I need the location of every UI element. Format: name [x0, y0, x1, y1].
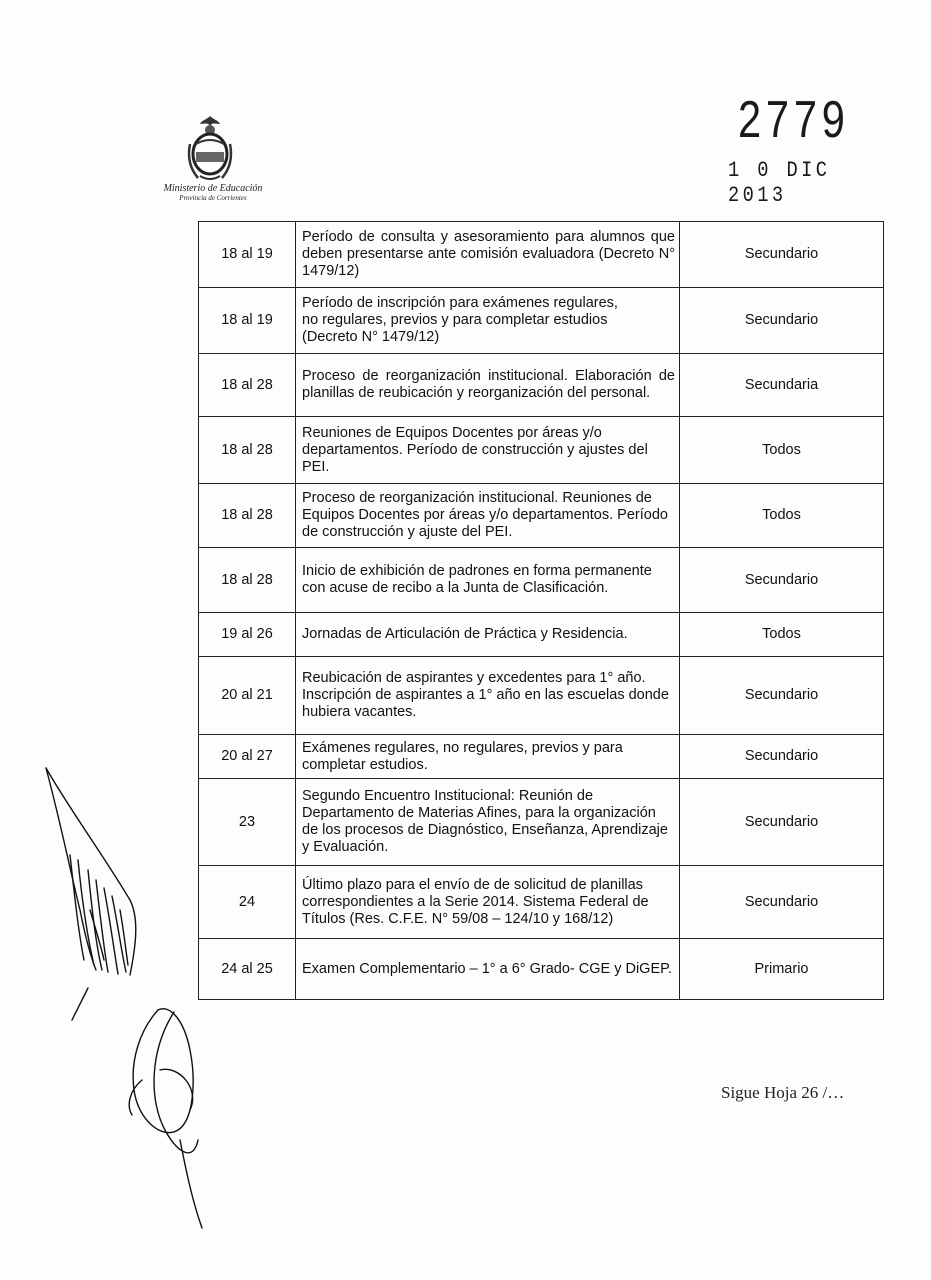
date-cell — [199, 417, 296, 484]
level-cell-text: Secundario — [744, 813, 819, 830]
level-cell — [680, 613, 884, 657]
level-cell-text: Secundario — [744, 748, 819, 764]
activity-cell-text: Reuniones de Equipos Docentes por áreas y/o departamentos. Período de construcción y ajustes del PEI. — [302, 424, 648, 475]
schedule-row — [199, 222, 884, 288]
level-cell-text: Secundario — [744, 246, 819, 262]
stamp-number: 2779 — [738, 91, 850, 149]
ministry-heading — [148, 183, 278, 203]
activity-cell — [296, 939, 680, 1000]
activity-cell-text: Proceso de reorganización institucional. Elaboración de planillas de reubicación y reorganización del personal. — [302, 368, 675, 401]
level-cell — [680, 484, 884, 548]
activity-cell-text: Examen Complementario – 1° a 6° Grado- CGE y DiGEP. — [302, 960, 672, 977]
level-cell — [680, 417, 884, 484]
level-cell-text: Secundario — [744, 571, 819, 588]
stamp-date: 1 0 DIC 2013 — [728, 158, 831, 208]
level-cell — [680, 657, 884, 735]
schedule-row — [199, 939, 884, 1000]
date-cell-text: 19 al 26 — [221, 626, 273, 642]
activity-cell-text: Reubicación de aspirantes y excedentes para 1° año. Inscripción de aspirantes a 1° año en las escuelas donde hubiera vacantes. — [302, 670, 669, 720]
schedule-row — [199, 548, 884, 613]
level-cell-text: Primario — [754, 960, 809, 977]
schedule-row — [199, 613, 884, 657]
date-cell-text: 20 al 21 — [221, 687, 273, 703]
date-cell-text: 24 al 25 — [221, 960, 273, 977]
level-cell-text: Secundario — [744, 687, 819, 703]
level-cell — [680, 288, 884, 354]
schedule-row — [199, 354, 884, 417]
date-cell — [199, 484, 296, 548]
activity-cell — [296, 222, 680, 288]
schedule-row — [199, 288, 884, 354]
level-cell — [680, 779, 884, 866]
province-name: Provincia de Corrientes — [179, 194, 247, 202]
activity-cell-text: Período de inscripción para exámenes regulares, no regulares, previos y para completar estudios (Decreto N° 1479/12) — [302, 295, 618, 345]
schedule-row — [199, 866, 884, 939]
activity-cell-text: Inicio de exhibición de padrones en forma permanente con acuse de recibo a la Junta de Clasificación. — [302, 563, 652, 596]
level-cell-text: Todos — [762, 507, 801, 523]
date-cell — [199, 548, 296, 613]
level-cell-text: Secundario — [744, 893, 819, 910]
coat-of-arms-icon — [184, 114, 236, 184]
continuation-note: Sigue Hoja 26 /… — [721, 1083, 845, 1102]
date-cell-text: 24 — [238, 893, 256, 910]
date-cell-text: 18 al 28 — [221, 441, 273, 458]
activity-cell — [296, 735, 680, 779]
schedule-row — [199, 657, 884, 735]
date-cell-text: 18 al 28 — [221, 376, 273, 393]
date-cell — [199, 288, 296, 354]
schedule-row — [199, 779, 884, 866]
date-cell-text: 20 al 27 — [221, 748, 273, 764]
level-cell — [680, 735, 884, 779]
schedule-row — [199, 417, 884, 484]
schedule-body — [199, 222, 884, 1000]
activity-cell-text: Proceso de reorganización institucional. Reuniones de Equipos Docentes por áreas y/o departamentos. Período de construcción y ajuste del PEI. — [302, 490, 668, 540]
date-cell-text: 18 al 28 — [221, 507, 273, 523]
date-cell-text: 18 al 28 — [221, 571, 273, 588]
activity-cell — [296, 354, 680, 417]
activity-cell — [296, 288, 680, 354]
level-cell — [680, 939, 884, 1000]
level-cell — [680, 354, 884, 417]
schedule-row — [199, 484, 884, 548]
activity-cell-text: Período de consulta y asesoramiento para alumnos que deben presentarse ante comisión evaluadora (Decreto N° 1479/12) — [302, 229, 675, 279]
date-cell-text: 18 al 19 — [221, 246, 273, 262]
level-cell-text: Todos — [762, 626, 801, 642]
activity-cell — [296, 613, 680, 657]
handwritten-signature — [30, 760, 220, 1240]
level-cell — [680, 866, 884, 939]
level-cell-text: Todos — [762, 441, 801, 458]
level-cell-text: Secundario — [744, 312, 819, 328]
date-cell-text: 18 al 19 — [221, 312, 273, 328]
activity-cell-text: Último plazo para el envío de de solicitud de planillas correspondientes a la Serie 2014. Sistema Federal de Títulos (Res. C.F.E. N° 59/08 – 124/10 y 168/12) — [302, 876, 649, 927]
activity-cell-text: Exámenes regulares, no regulares, previos y para completar estudios. — [302, 739, 623, 773]
activity-cell — [296, 657, 680, 735]
activity-cell-text: Segundo Encuentro Institucional: Reunión de Departamento de Materias Afines, para la organización de los procesos de Diagnóstico, Enseñanza, Aprendizaje y Evaluación. — [302, 788, 668, 855]
activity-cell — [296, 779, 680, 866]
schedule-row — [199, 735, 884, 779]
ministry-name: Ministerio de Educación — [163, 183, 263, 194]
level-cell-text: Secundaria — [744, 376, 819, 393]
activity-cell-text: Jornadas de Articulación de Práctica y Residencia. — [302, 626, 628, 642]
date-cell-text: 23 — [238, 813, 256, 830]
activity-cell — [296, 417, 680, 484]
activity-cell — [296, 548, 680, 613]
date-cell — [199, 613, 296, 657]
activity-cell — [296, 866, 680, 939]
date-cell — [199, 354, 296, 417]
activity-cell — [296, 484, 680, 548]
date-cell — [199, 657, 296, 735]
level-cell — [680, 222, 884, 288]
date-cell — [199, 222, 296, 288]
schedule-table — [198, 221, 884, 1000]
level-cell — [680, 548, 884, 613]
